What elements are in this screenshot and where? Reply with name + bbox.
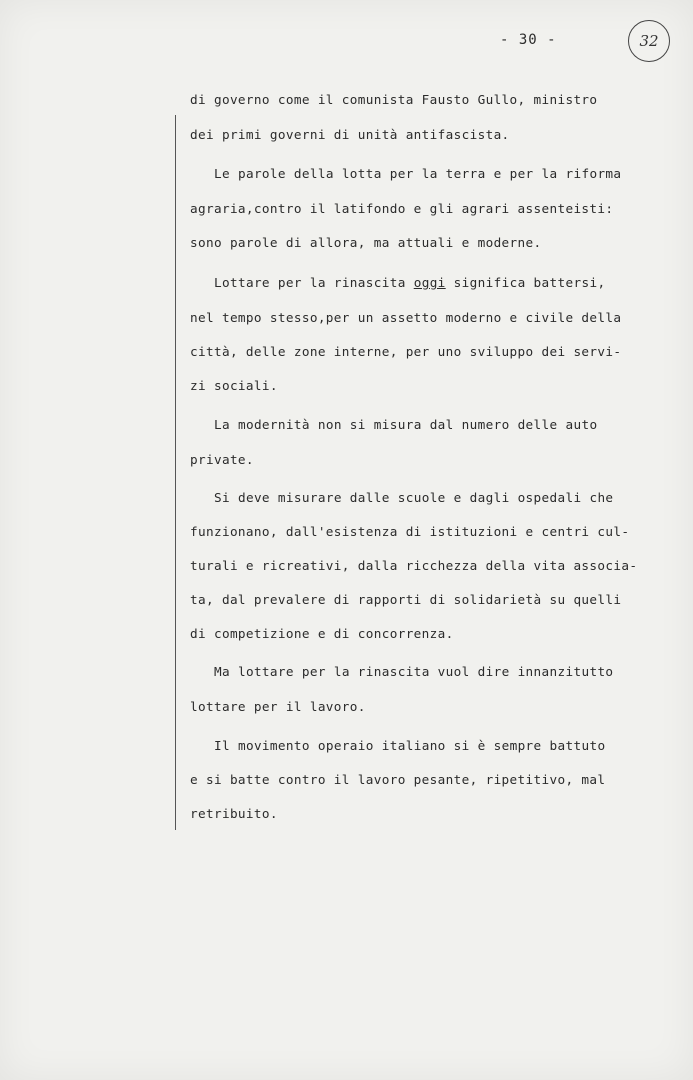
- text-line: lottare per il lavoro.: [190, 699, 366, 714]
- text-line: zi sociali.: [190, 378, 278, 393]
- paragraph-start: Il movimento operaio italiano si è sempre battuto: [214, 738, 606, 753]
- margin-line: [175, 115, 176, 830]
- underlined-word: oggi: [413, 275, 446, 290]
- paragraph-start: La modernità non si misura dal numero delle auto: [214, 417, 598, 432]
- archive-page-stamp: 32: [628, 20, 670, 62]
- text-line: agraria,contro il latifondo e gli agrari assenteisti:: [190, 201, 614, 216]
- text-line: turali e ricreativi, dalla ricchezza della vita associa-: [190, 558, 638, 573]
- paragraph-start: Le parole della lotta per la terra e per la riforma: [214, 166, 622, 181]
- page-number: - 30 -: [500, 32, 557, 48]
- text-line: sono parole di allora, ma attuali e moderne.: [190, 235, 542, 250]
- text-line: ta, dal prevalere di rapporti di solidarietà su quelli: [190, 592, 622, 607]
- text-line: di governo come il comunista Fausto Gullo, ministro: [190, 92, 598, 107]
- text-line: dei primi governi di unità antifascista.: [190, 127, 510, 142]
- paragraph-start: Ma lottare per la rinascita vuol dire innanzitutto: [214, 664, 614, 679]
- paragraph-start: Si deve misurare dalle scuole e dagli ospedali che: [214, 490, 614, 505]
- text-line: nel tempo stesso,per un assetto moderno e civile della: [190, 310, 622, 325]
- text-line: private.: [190, 452, 254, 467]
- text-segment: significa battersi,: [445, 275, 606, 290]
- text-line: retribuito.: [190, 806, 278, 821]
- text-segment: Lottare per la rinascita: [214, 275, 414, 290]
- text-line: di competizione e di concorrenza.: [190, 626, 454, 641]
- text-line: e si batte contro il lavoro pesante, ripetitivo, mal: [190, 772, 606, 787]
- text-line: funzionano, dall'esistenza di istituzioni e centri cul-: [190, 524, 630, 539]
- text-line: città, delle zone interne, per uno sviluppo dei servi-: [190, 344, 622, 359]
- paragraph-start: [214, 275, 605, 290]
